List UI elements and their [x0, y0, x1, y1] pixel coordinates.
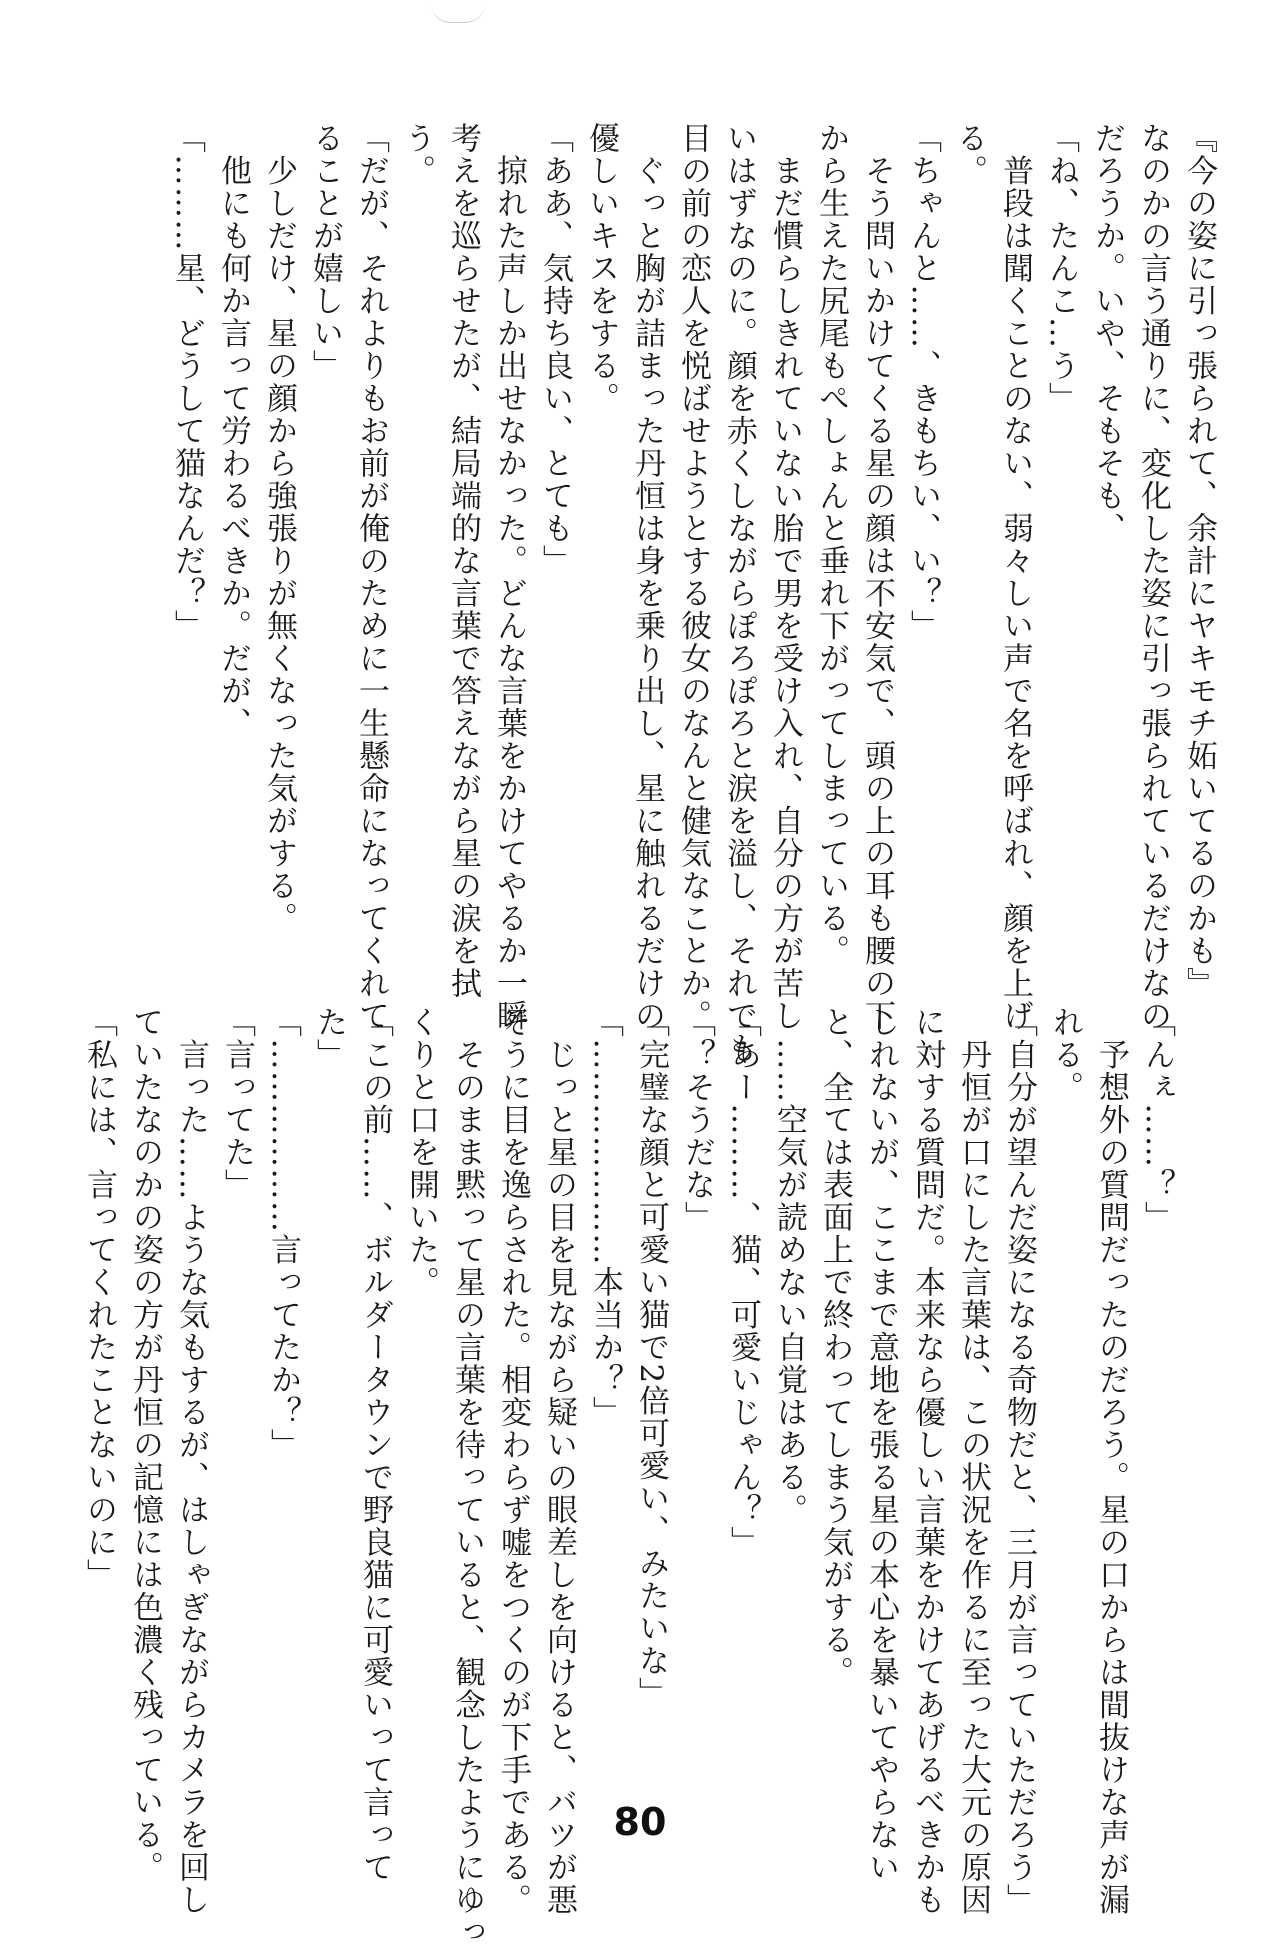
text-line: いはずなのに。顔を赤くしながらぽろぽろと涙を溢し、それでも — [721, 122, 757, 1065]
top-text-block — [164, 122, 1222, 1065]
text-line: 「んぇ……？」 — [1139, 1006, 1175, 1234]
text-line: 「私には、言ってくれたことないのに」 — [81, 1006, 117, 1591]
text-line: に対する質問だ。本来なら優しい言葉をかけてあげるべきかも — [909, 1006, 945, 1916]
text-line: 「………………言ってたか？」 — [265, 1006, 301, 1461]
text-line: ていたなのかの姿の方が丹恒の記憶には色濃く残っている。 — [127, 1006, 163, 1884]
text-line: 「あー………、猫、可愛いじゃん？」 — [725, 1006, 761, 1559]
text-line: 「言ってた」 — [219, 1006, 255, 1201]
text-line: 目の前の恋人を悦ばせようとする彼女のなんと健気なことか。 — [675, 122, 711, 1032]
scan-edge-mark — [430, 2, 486, 23]
text-line: そのまま黙って星の言葉を待っていると、観念したようにゆっ — [449, 1006, 485, 1949]
text-line: ……空気が読めない自覚はある。 — [771, 1006, 807, 1526]
text-line: と、全ては表面上で終わってしまう気がする。 — [817, 1006, 853, 1689]
text-line: ることが嬉しい」 — [307, 122, 343, 382]
page-number: 80 — [613, 1800, 667, 1844]
text-line: そうに目を逸らされた。相変わらず嘘をつくのが下手である。 — [495, 1006, 531, 1916]
text-line: 「？そうだな」 — [679, 1006, 715, 1234]
text-line: 考えを巡らせたが、結局端的な言葉で答えながら星の涙を拭 — [445, 122, 481, 1000]
text-line: 言った……ような気もするが、はしゃぎながらカメラを回し — [173, 1006, 209, 1916]
text-line: 「自分が望んだ姿になる奇物だと、三月が言っていただろう」 — [1001, 1006, 1037, 1916]
text-line: 『今の姿に引っ張られて、余計にヤキモチ妬いてるのかも』 — [1181, 122, 1217, 1000]
text-line: 他にも何か言って労わるべきか。だが、 — [215, 122, 251, 740]
text-line: 優しいキスをする。 — [583, 122, 619, 415]
text-line: 「ああ、気持ち良い、とても」 — [537, 122, 573, 577]
text-line: 「完璧な顔と可愛い猫で2倍可愛い、みたいな」 — [633, 1006, 669, 1710]
text-line: くりと口を開いた。 — [403, 1006, 439, 1299]
text-line: 普段は聞くことのない、弱々しい声で名を呼ばれ、顔を上げ — [997, 122, 1033, 1032]
text-line: 「この前……、ボルダータウンで野良猫に可愛いって言って — [357, 1006, 393, 1884]
text-line: た」 — [311, 1006, 347, 1071]
text-line: そう問いかけてくる星の顔は不安気で、頭の上の耳も腰の下 — [859, 122, 895, 1032]
text-line: 少しだけ、星の顔から強張りが無くなった気がする。 — [261, 122, 297, 935]
bottom-text-block — [76, 1006, 1180, 1949]
text-line: 「………星、どうして猫なんだ？」 — [169, 122, 205, 642]
text-line: る。 — [951, 122, 987, 187]
text-line: じっと星の目を見ながら疑いの眼差しを向けると、バツが悪 — [541, 1006, 577, 1916]
text-line: 予想外の質問だったのだろう。星の口からは間抜けな声が漏 — [1093, 1006, 1129, 1916]
text-line: だろうか。いや、そもそも、 — [1089, 122, 1125, 545]
text-line: 「…………………本当か？」 — [587, 1006, 623, 1429]
text-line: 丹恒が口にした言葉は、この状況を作るに至った大元の原因 — [955, 1006, 991, 1916]
text-line: う。 — [399, 122, 435, 187]
text-line: 掠れた声しか出せなかった。どんな言葉をかけてやるか一瞬 — [491, 122, 527, 1032]
text-line: まだ慣らしきれていない胎で男を受け入れ、自分の方が苦し — [767, 122, 803, 1032]
text-line: 「ちゃんと……、きもちい、い？」 — [905, 122, 941, 642]
text-line: ぐっと胸が詰まった丹恒は身を乗り出し、星に触れるだけの — [629, 122, 665, 1032]
text-line: 「ね、たんこ…う」 — [1043, 122, 1079, 415]
text-line: しれないが、ここまで意地を張る星の本心を暴いてやらない — [863, 1006, 899, 1884]
text-line: から生えた尻尾もぺしょんと垂れ下がってしまっている。 — [813, 122, 849, 967]
text-line: れる。 — [1047, 1006, 1083, 1104]
text-line: なのかの言う通りに、変化した姿に引っ張られているだけなの — [1135, 122, 1171, 1032]
text-line: 「だが、それよりもお前が俺のために一生懸命になってくれて — [353, 122, 389, 1032]
